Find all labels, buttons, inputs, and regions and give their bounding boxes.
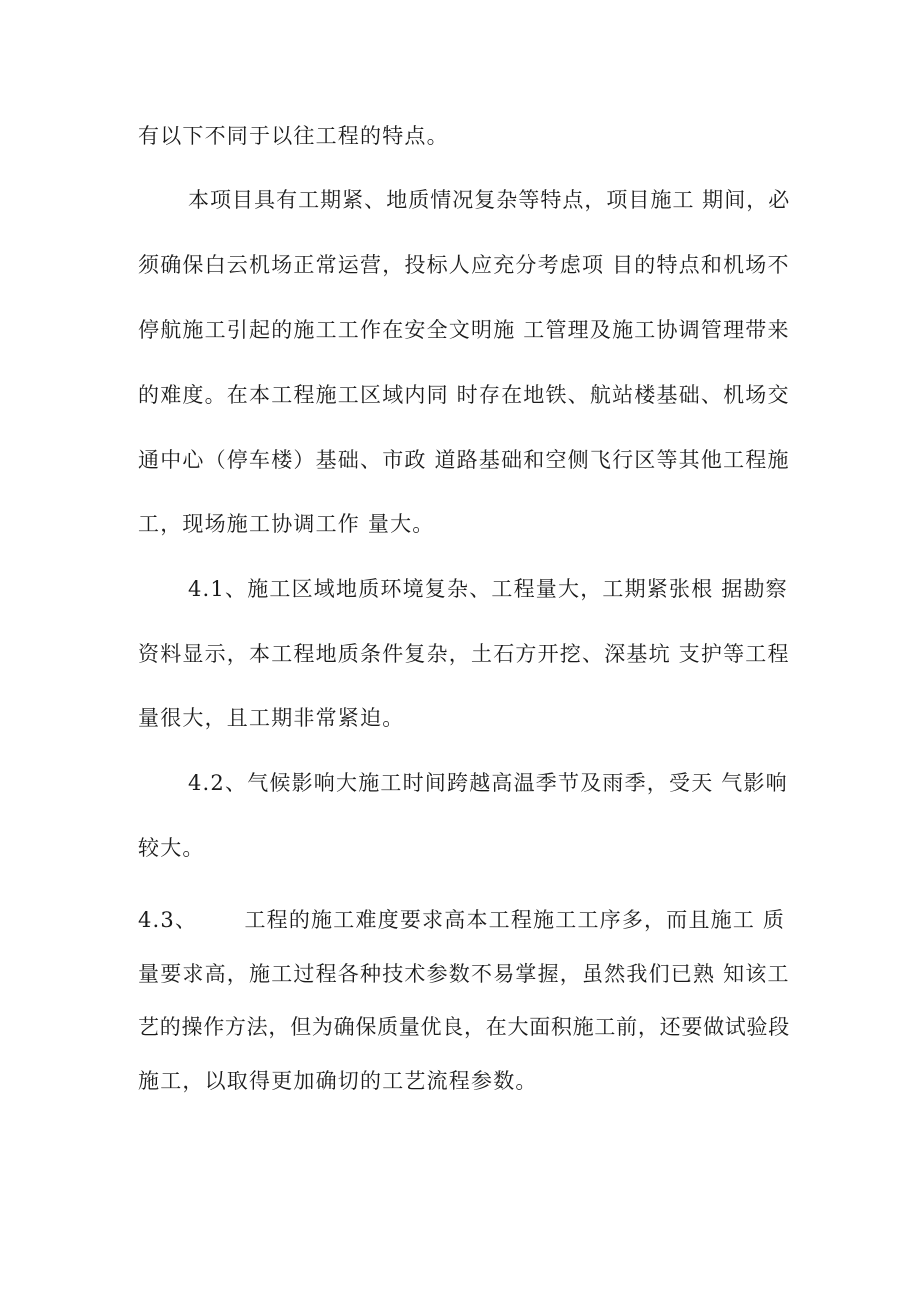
text-line-4: 停航施工引起的施工工作在安全文明施 工管理及施工协调管理带来 xyxy=(138,318,790,342)
text-line-8: 4.1、施工区域地质环境复杂、工程量大，工期紧张根 据勘察 xyxy=(188,577,788,601)
text-line-11: 4.2、气候影响大施工时间跨越高温季节及雨季，受天 气影响 xyxy=(188,771,788,795)
text-line-6: 通中心（停车楼）基础、市政 道路基础和空侧飞行区等其他工程施 xyxy=(138,448,790,472)
text-line-5: 的难度。在本工程施工区域内同 时存在地铁、航站楼基础、机场交 xyxy=(138,383,790,407)
text-line-3: 须确保白云机场正常运营，投标人应充分考虑项 目的特点和机场不 xyxy=(138,253,790,277)
text-line-15: 艺的操作方法，但为确保质量优良，在大面积施工前，还要做试验段 xyxy=(138,1015,790,1039)
text-line-7: 工，现场施工协调工作 量大。 xyxy=(138,512,435,536)
text-line-9: 资料显示，本工程地质条件复杂，土石方开挖、深基坑 支护等工程 xyxy=(138,642,790,666)
text-line-10: 量很大，且工期非常紧迫。 xyxy=(138,706,405,730)
text-line-14: 量要求高，施工过程各种技术参数不易掌握，虽然我们已熟 知该工 xyxy=(138,962,790,986)
text-line-13: 4.3、 工程的施工难度要求高本工程施工工序多，而且施工 质 xyxy=(138,908,786,932)
text-line-1: 有以下不同于以往工程的特点。 xyxy=(138,124,449,148)
text-line-2: 本项目具有工期紧、地质情况复杂等特点，项目施工 期间，必 xyxy=(188,188,791,212)
text-line-16: 施工，以取得更加确切的工艺流程参数。 xyxy=(138,1069,538,1093)
text-line-12: 较大。 xyxy=(138,836,205,860)
